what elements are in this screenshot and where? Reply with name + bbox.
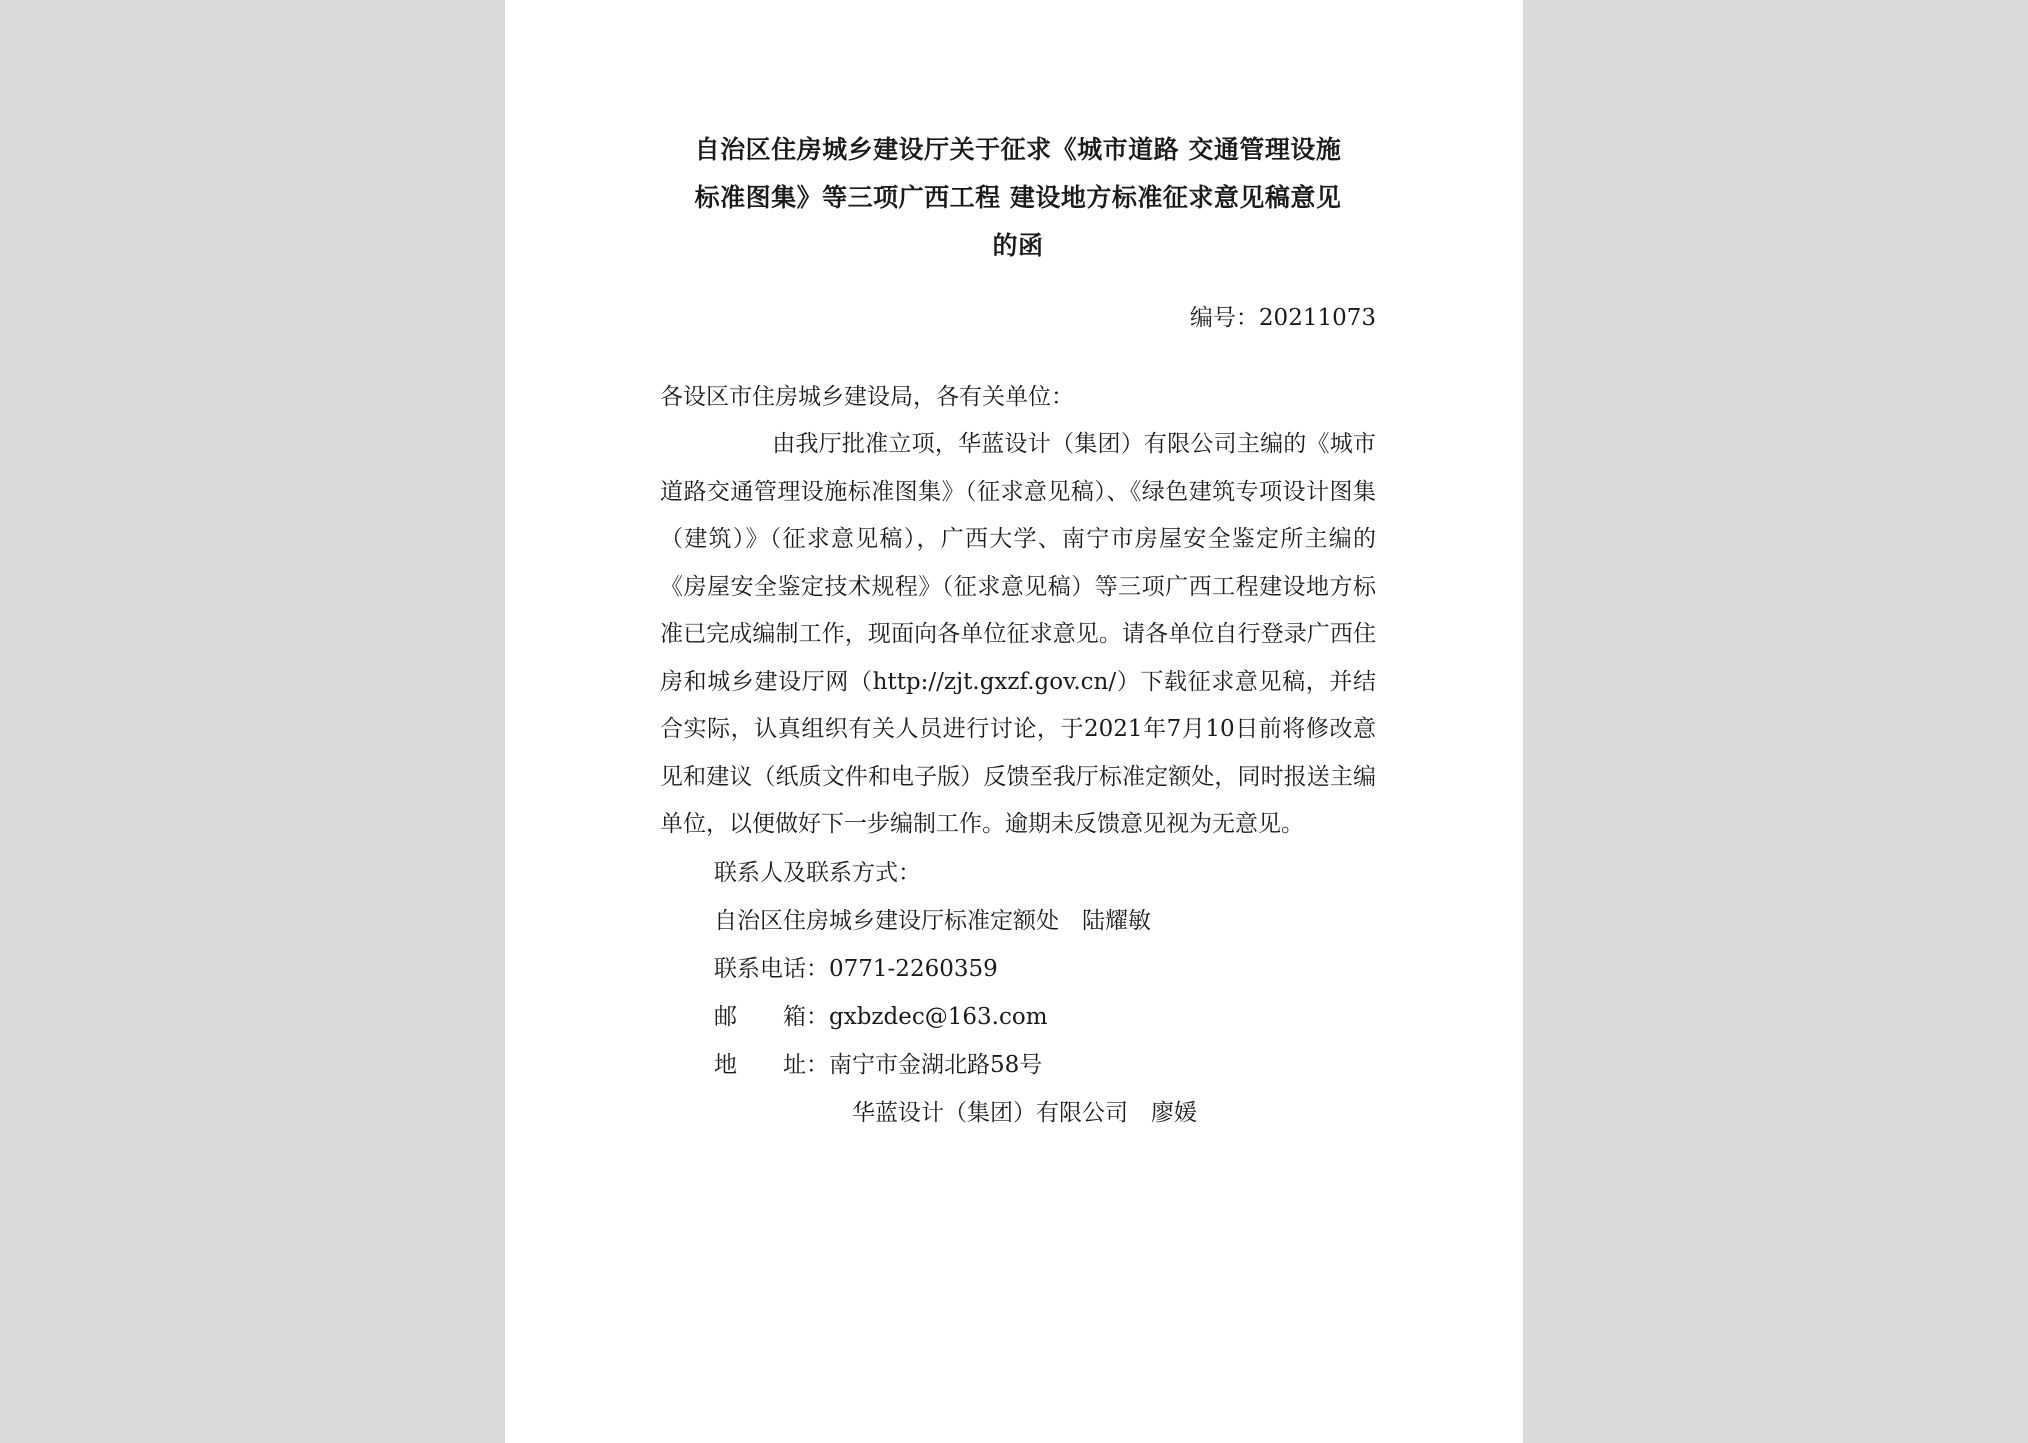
title-line-1: 自治区住房城乡建设厅关于征求《城市道路 交通管理设施 bbox=[694, 135, 1342, 164]
contact-block bbox=[714, 849, 1376, 1137]
document-title bbox=[660, 126, 1376, 270]
contact-org: 自治区住房城乡建设厅标准定额处 陆耀敏 bbox=[714, 907, 1151, 934]
body-paragraph bbox=[660, 421, 1376, 849]
title-line-3: 的函 bbox=[992, 231, 1044, 260]
contact-address: 地 址：南宁市金湖北路58号 bbox=[714, 1051, 1043, 1078]
title-line-2: 标准图集》等三项广西工程 建设地方标准征求意见稿意见 bbox=[694, 183, 1342, 212]
contact-heading: 联系人及联系方式： bbox=[714, 859, 921, 886]
contact-phone: 联系电话：0771-2260359 bbox=[714, 955, 998, 982]
document-content bbox=[660, 126, 1376, 1137]
contact-second bbox=[714, 1089, 1376, 1137]
contact-email: 邮 箱：gxbzdec@163.com bbox=[714, 1003, 1048, 1030]
document-number: 编号：20211073 bbox=[1189, 305, 1376, 331]
body-text: 由我厅批准立项，华蓝设计（集团）有限公司主编的《城市道路交通管理设施标准图集》（征求意见稿）、《绿色建筑专项设计图集（建筑）》（征求意见稿），广西大学、南宁市房屋安全鉴定所主编的《房屋安全鉴定技术规程》（征求意见稿）等三项广西工程建设地方标准已完成编制工作，现面向各单位征求意见。请各单位自行登录广西住房和城乡建设厅网（http://zjt.gxzf.gov.cn/）下载征求意见稿，并结合实际，认真组织有关人员进行讨论，于2021年7月10日前将修改意见和建议（纸质文件和电子版）反馈至我厅标准定额处，同时报送主编单位，以便做好下一步编制工作。逾期未反馈意见视为无意见。 bbox=[660, 431, 1376, 837]
document-page bbox=[505, 0, 1523, 1443]
second-contact: 华蓝设计（集团）有限公司 廖媛 bbox=[852, 1099, 1197, 1126]
salutation: 各设区市住房城乡建设局，各有关单位： bbox=[660, 384, 1074, 410]
